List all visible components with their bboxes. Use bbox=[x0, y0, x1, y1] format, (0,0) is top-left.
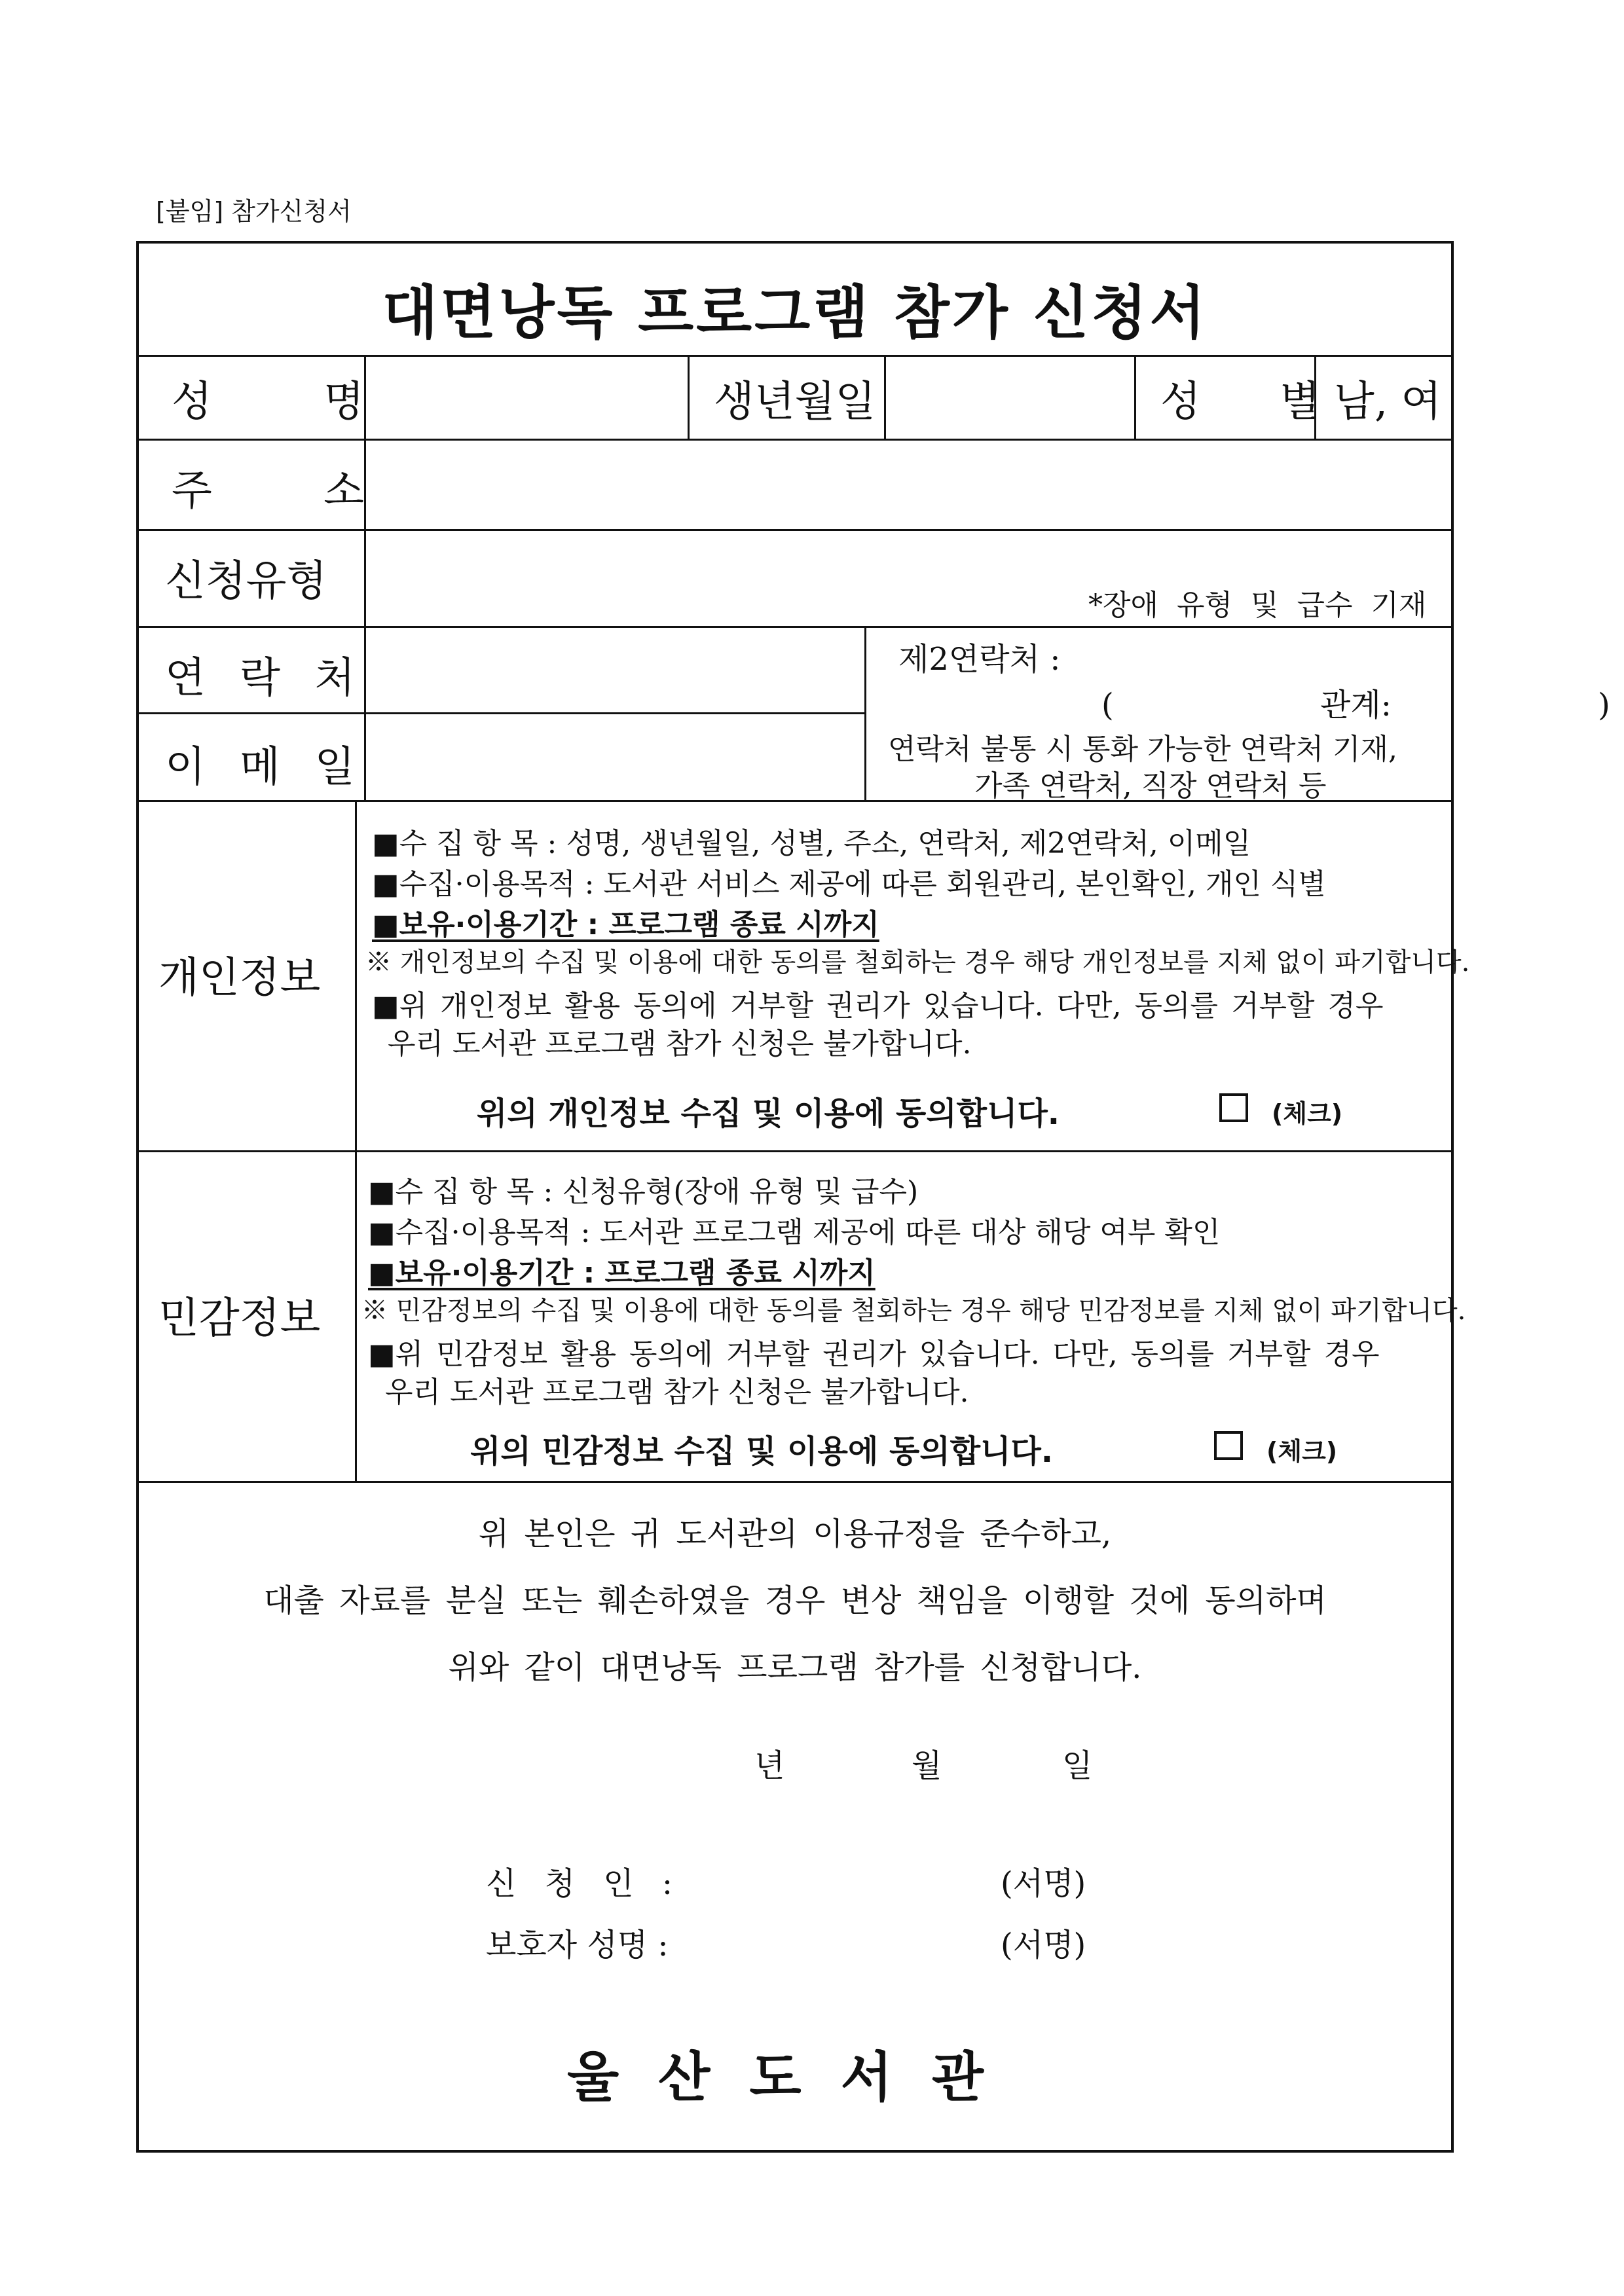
sensitive-purpose: ■수집·이용목적 : 도서관 프로그램 제공에 따른 대상 해당 여부 확인 bbox=[368, 1216, 1221, 1249]
personal-refuse-2: 우리 도서관 프로그램 참가 신청은 불가합니다. bbox=[388, 1027, 972, 1061]
address-input[interactable] bbox=[368, 444, 1449, 525]
personal-refuse-1: ■위 개인정보 활용 동의에 거부할 권리가 있습니다. 다만, 동의를 거부할 경우 bbox=[372, 989, 1384, 1023]
sensitive-items: ■수 집 항 목 : 신청유형(장애 유형 및 급수) bbox=[368, 1175, 919, 1209]
relation-label[interactable]: ( 관계: ) bbox=[1101, 687, 1610, 723]
personal-consent-checkbox[interactable] bbox=[1219, 1093, 1248, 1122]
personal-purpose: ■수집·이용목적 : 도서관 서비스 제공에 따른 회원관리, 본인확인, 개인 식별 bbox=[372, 867, 1326, 901]
application-form bbox=[136, 241, 1610, 2153]
contact-label: 연 락 처 bbox=[165, 654, 366, 702]
row-divider bbox=[139, 355, 1451, 357]
birth-label: 생년월일 bbox=[714, 378, 876, 426]
contact2-note-1: 연락처 불통 시 통화 가능한 연락처 기재, bbox=[888, 733, 1397, 766]
personal-consent: 위의 개인정보 수집 및 이용에 동의합니다. bbox=[477, 1095, 1060, 1132]
sensitive-info-label: 민감정보 bbox=[158, 1294, 321, 1343]
birth-input[interactable] bbox=[888, 361, 1132, 435]
col-divider bbox=[688, 355, 690, 439]
sensitive-consent-checkbox[interactable] bbox=[1214, 1431, 1243, 1460]
name-label: 성 명 bbox=[172, 378, 364, 426]
contact2-label: 제2연락처 : bbox=[898, 641, 1061, 678]
email-input[interactable] bbox=[368, 718, 860, 796]
personal-info-label: 개인정보 bbox=[158, 954, 321, 1002]
personal-period: ■보유·이용기간 : 프로그램 종료 시까지 bbox=[372, 908, 879, 941]
sensitive-withdraw-note: ※ 민감정보의 수집 및 이용에 대한 동의를 철회하는 경우 해당 민감정보를 지체 없이 파기합니다. bbox=[361, 1296, 1466, 1326]
contact-input[interactable] bbox=[368, 631, 860, 708]
sensitive-refuse-1: ■위 민감정보 활용 동의에 거부할 권리가 있습니다. 다만, 동의를 거부할 경우 bbox=[368, 1338, 1380, 1371]
row-divider bbox=[139, 529, 1451, 531]
apply-type-label: 신청유형 bbox=[165, 557, 327, 606]
col-divider bbox=[1134, 355, 1136, 439]
apply-type-note: *장애 유형 및 급수 기재 bbox=[1088, 589, 1427, 622]
gender-options[interactable]: 남, 여 bbox=[1334, 378, 1442, 426]
pledge-line-1: 위 본인은 귀 도서관의 이용규정을 준수하고, bbox=[478, 1516, 1112, 1552]
sensitive-check-label: (체크) bbox=[1266, 1437, 1338, 1466]
personal-items: ■수 집 항 목 : 성명, 생년월일, 성별, 주소, 연락처, 제2연락처, 이메일 bbox=[372, 827, 1251, 860]
gender-label: 성 별 bbox=[1160, 378, 1320, 426]
date-year[interactable]: 년 bbox=[754, 1747, 785, 1784]
row-divider bbox=[139, 626, 1451, 628]
form-title: 대면낭독 프로그램 참가 신청서 bbox=[382, 279, 1208, 346]
applicant-sign[interactable]: (서명) bbox=[1001, 1865, 1086, 1902]
date-day[interactable]: 일 bbox=[1062, 1747, 1093, 1784]
col-divider bbox=[355, 800, 357, 1481]
row-divider bbox=[139, 1481, 1451, 1483]
email-label: 이 메 일 bbox=[165, 743, 366, 792]
guardian-label: 보호자 성명 : bbox=[486, 1927, 669, 1963]
library-name: 울산도서관 bbox=[566, 2047, 1024, 2109]
name-input[interactable] bbox=[368, 361, 685, 435]
sensitive-refuse-2: 우리 도서관 프로그램 참가 신청은 불가합니다. bbox=[385, 1376, 969, 1409]
col-divider bbox=[864, 626, 866, 800]
row-divider bbox=[139, 439, 1451, 441]
address-label: 주 소 bbox=[172, 467, 364, 515]
personal-withdraw-note: ※ 개인정보의 수집 및 이용에 대한 동의를 철회하는 경우 해당 개인정보를 지체 없이 파기합니다. bbox=[365, 947, 1470, 977]
applicant-label: 신 청 인 : bbox=[486, 1865, 682, 1902]
contact2-note-2: 가족 연락처, 직장 연락처 등 bbox=[974, 769, 1327, 803]
row-divider bbox=[139, 1150, 1451, 1152]
attachment-label: [붙임] 참가신청서 bbox=[156, 197, 352, 226]
row-divider bbox=[139, 712, 864, 714]
personal-check-label: (체크) bbox=[1272, 1099, 1343, 1128]
sensitive-period: ■보유·이용기간 : 프로그램 종료 시까지 bbox=[368, 1256, 876, 1290]
date-month[interactable]: 월 bbox=[912, 1747, 942, 1784]
col-divider bbox=[884, 355, 886, 439]
pledge-line-3: 위와 같이 대면낭독 프로그램 참가를 신청합니다. bbox=[448, 1649, 1142, 1686]
sensitive-consent: 위의 민감정보 수집 및 이용에 동의합니다. bbox=[470, 1433, 1054, 1470]
pledge-line-2: 대출 자료를 분실 또는 훼손하였을 경우 변상 책임을 이행할 것에 동의하며 bbox=[263, 1582, 1327, 1619]
guardian-sign[interactable]: (서명) bbox=[1001, 1927, 1086, 1963]
